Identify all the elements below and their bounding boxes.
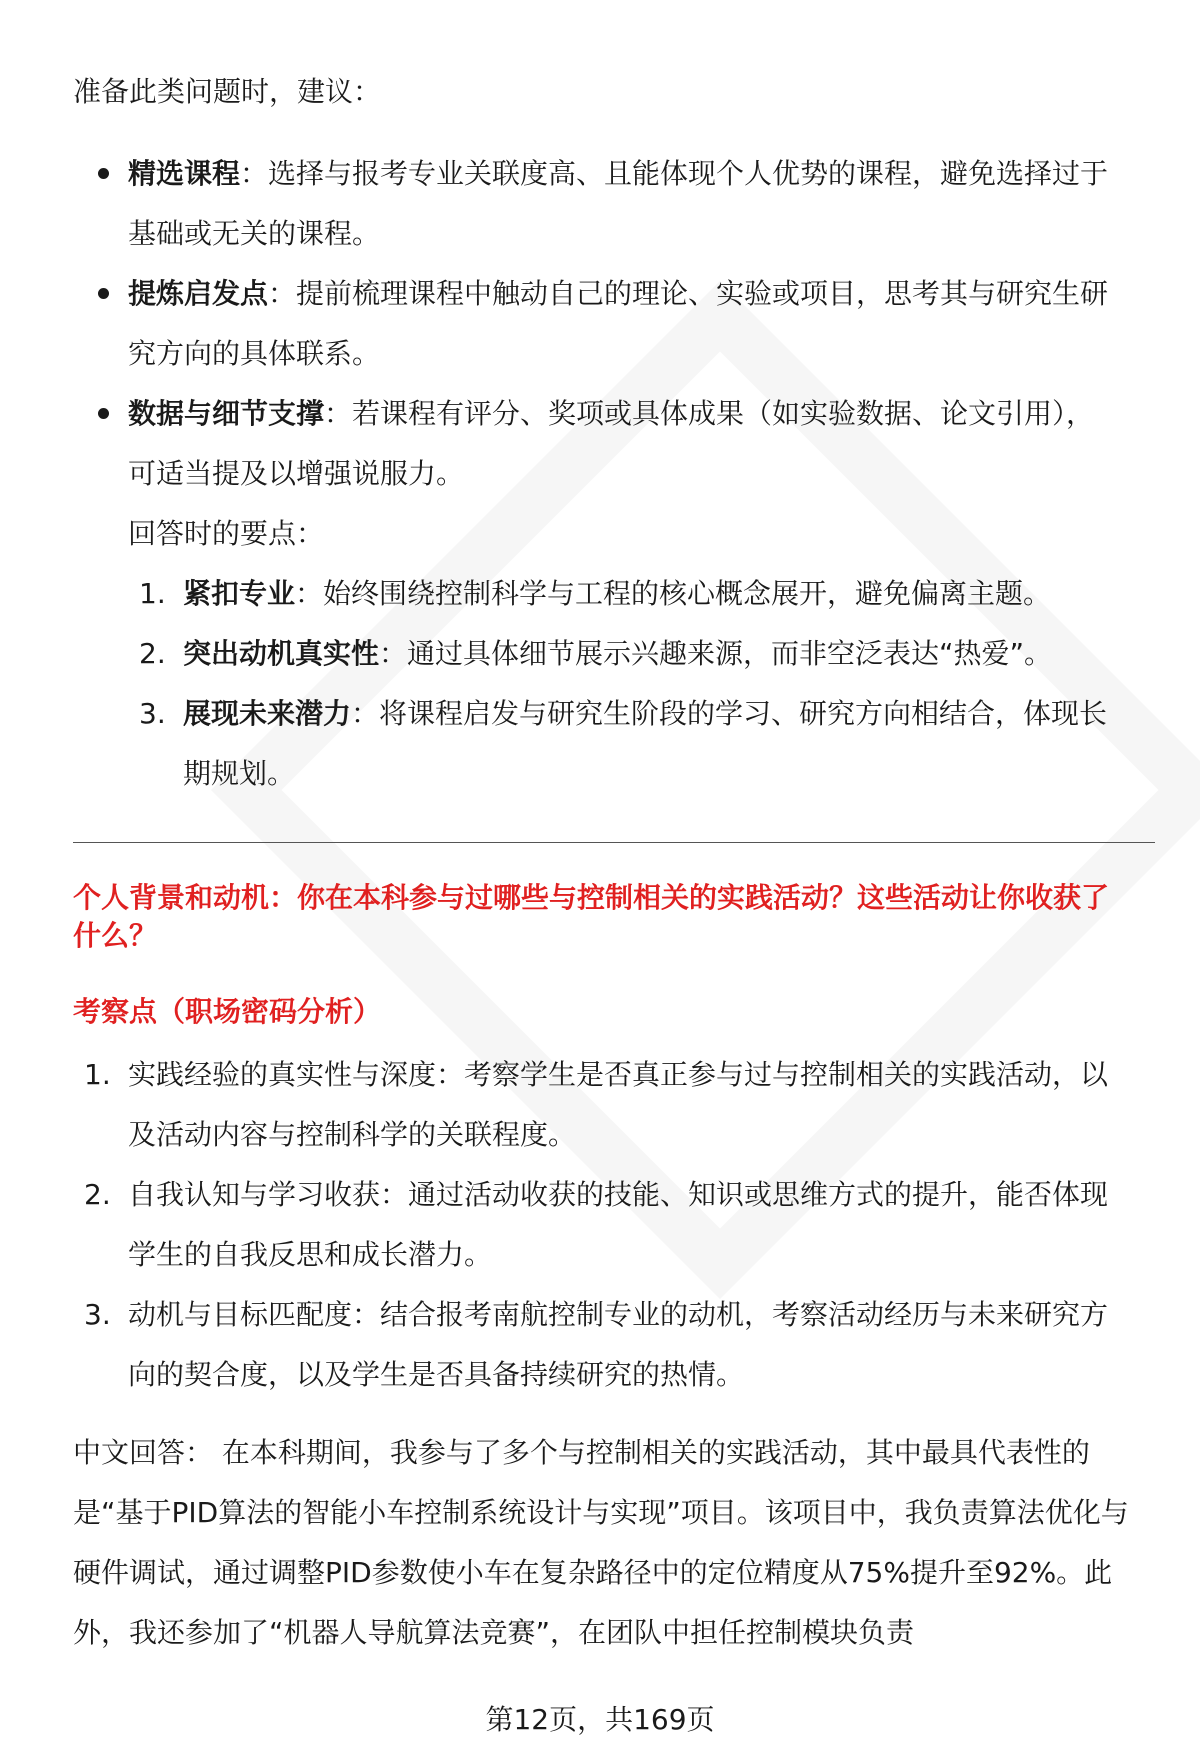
item-text: ：始终围绕控制科学与工程的核心概念展开，避免偏离主题。 <box>295 577 1052 610</box>
item-number: 3. <box>84 1298 111 1331</box>
answer-points-label: 回答时的要点： <box>128 517 325 550</box>
document-page <box>73 62 1153 1691</box>
list-item <box>139 564 1133 624</box>
item-text: ：将课程启发与研究生阶段的学习、研究方向相结合，体现长期规划。 <box>183 697 1108 790</box>
bullet-title: 提炼启发点 <box>128 277 269 310</box>
bullet-title: 数据与细节支撑 <box>128 397 325 430</box>
intro-text: 准备此类问题时，建议： <box>73 75 382 108</box>
list-item <box>84 1165 1133 1285</box>
item-number: 2. <box>139 637 166 670</box>
page-number-footer: 第12页，共169页 <box>485 1703 715 1736</box>
suggestion-list <box>73 144 1153 504</box>
item-number: 2. <box>84 1178 111 1211</box>
list-item <box>139 624 1133 684</box>
item-number: 1. <box>139 577 166 610</box>
list-item <box>128 384 1153 504</box>
item-text: 自我认知与学习收获：通过活动收获的技能、知识或思维方式的提升，能否体现学生的自我反思和成长潜力。 <box>128 1178 1109 1271</box>
answer-text: 中文回答： 在本科期间，我参与了多个与控制相关的实践活动，其中最具代表性的是“基于PID算法的智能小车控制系统设计与实现”项目。该项目中，我负责算法优化与硬件调试，通过调整PID参数使小车在复杂路径中的定位精度从75%提升至92%。此外，我还参加了“机器人导航算法竞赛”，在团队中担任控制模块负责 <box>73 1436 1129 1649</box>
bullet-title: 精选课程 <box>128 157 241 190</box>
item-number: 1. <box>84 1058 111 1091</box>
list-item <box>139 684 1133 804</box>
item-number: 3. <box>139 697 166 730</box>
item-text: 实践经验的真实性与深度：考察学生是否真正参与过与控制相关的实践活动，以及活动内容与控制科学的关联程度。 <box>128 1058 1109 1151</box>
list-item <box>128 264 1153 384</box>
bullet-text: ：若课程有评分、奖项或具体成果（如实验数据、论文引用），可适当提及以增强说服力。 <box>128 397 1095 490</box>
list-item <box>84 1045 1133 1165</box>
bullet-text: ：选择与报考专业关联度高、且能体现个人优势的课程，避免选择过于基础或无关的课程。 <box>128 157 1109 250</box>
item-title: 紧扣专业 <box>183 577 296 610</box>
section-divider <box>73 842 1155 843</box>
answer-points-list <box>139 564 1153 804</box>
exam-points-list <box>84 1045 1153 1405</box>
bullet-text: ：提前梳理课程中触动自己的理论、实验或项目，思考其与研究生研究方向的具体联系。 <box>128 277 1109 370</box>
list-item <box>84 1285 1133 1405</box>
item-text: 动机与目标匹配度：结合报考南航控制专业的动机，考察活动经历与未来研究方向的契合度，以及学生是否具备持续研究的热情。 <box>128 1298 1109 1391</box>
item-text: ：通过具体细节展示兴趣来源，而非空泛表达“热爱”。 <box>379 637 1053 670</box>
list-item <box>128 144 1153 264</box>
exam-points-heading: 考察点（职场密码分析） <box>73 995 382 1028</box>
item-title: 展现未来潜力 <box>183 697 352 730</box>
question-heading: 个人背景和动机：你在本科参与过哪些与控制相关的实践活动？这些活动让你收获了什么？ <box>73 881 1110 952</box>
item-title: 突出动机真实性 <box>183 637 380 670</box>
